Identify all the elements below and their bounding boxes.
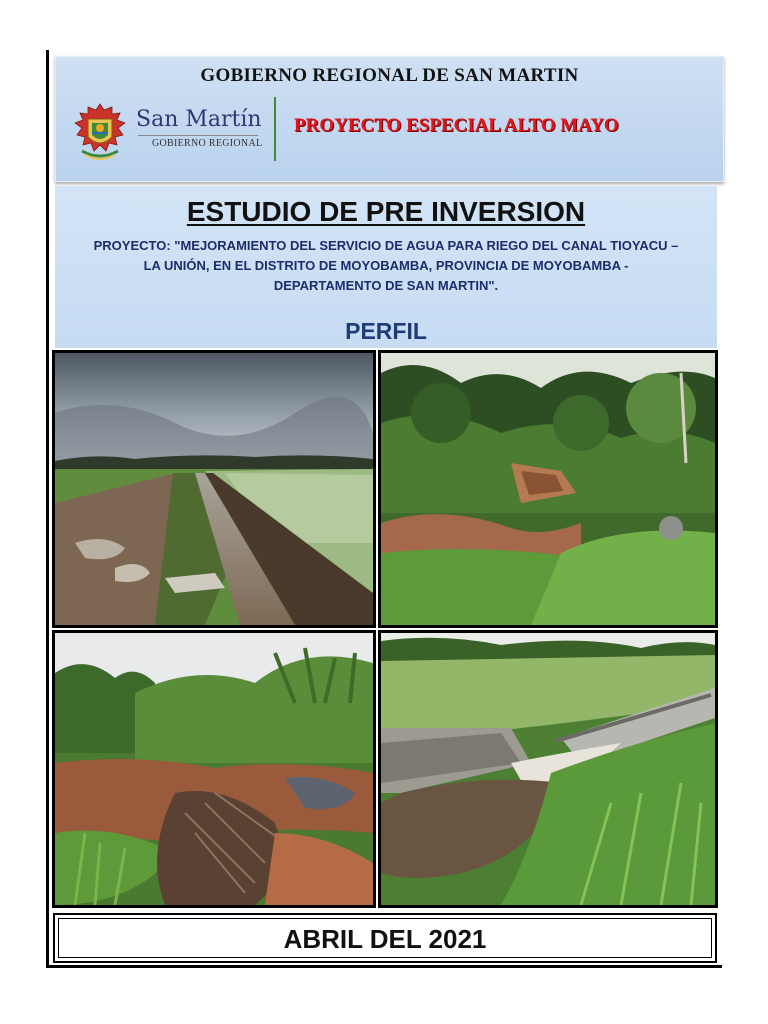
header-band [55,56,724,182]
logo-underline [138,135,258,136]
photo-canal-road [52,350,376,628]
photo-muddy-stream [52,630,376,908]
logo-name: San Martín [136,107,262,132]
project-description-line: LA UNIÓN, EN EL DISTRITO DE MOYOBAMBA, PROVINCIA DE MOYOBAMBA - [143,258,629,273]
date-box [53,913,717,963]
document-date: ABRIL DEL 2021 [58,918,712,958]
document-title [55,196,717,228]
project-unit-title: PROYECTO ESPECIAL ALTO MAYO [294,115,619,136]
title-band [55,186,717,348]
document-title-text: ESTUDIO DE PRE INVERSION [186,196,586,227]
regional-crest-icon [68,101,132,165]
logo-divider [274,97,276,161]
photo-concrete-canal [378,630,718,908]
project-description [69,236,703,296]
photo-canal-structure-forest [378,350,718,628]
government-title: GOBIERNO REGIONAL DE SAN MARTIN [200,65,579,86]
project-description-line: DEPARTAMENTO DE SAN MARTIN". [273,278,499,293]
study-level: PERFIL [345,318,427,344]
project-description-line: PROYECTO: "MEJORAMIENTO DEL SERVICIO DE AGUA PARA RIEGO DEL CANAL TIOYACU – [93,238,679,253]
page-border-left [46,50,49,968]
logo-subtitle: GOBIERNO REGIONAL [152,138,263,149]
page-border-bottom [46,965,722,968]
